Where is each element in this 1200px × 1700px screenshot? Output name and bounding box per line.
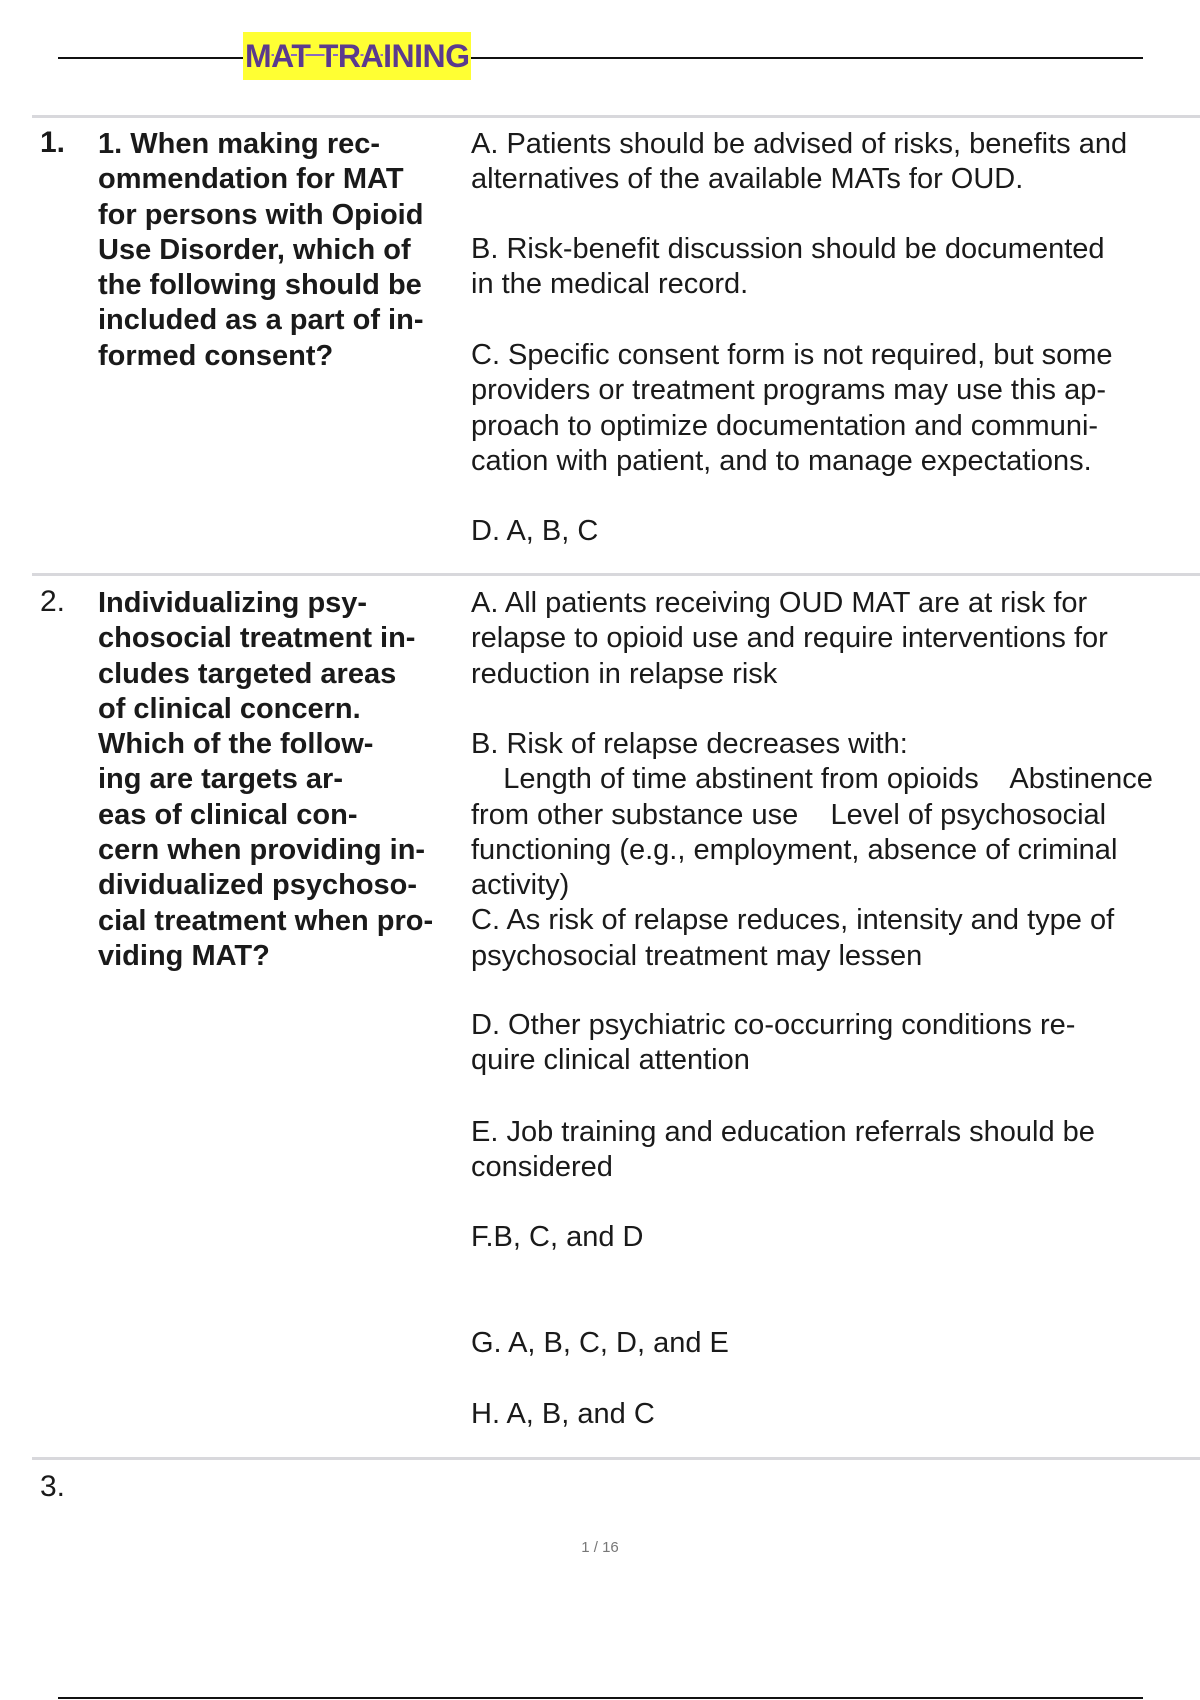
footer-rule [58,1697,1143,1699]
answer-option: F.B, C, and D [471,1221,644,1253]
question-text: 1. When making rec- ommendation for MAT for persons with Opioid Use Disorder, which of the following should be included as a part of in- formed consent? [98,128,424,372]
answer-option: D. A, B, C [471,515,599,547]
question-number: 1. [40,126,66,159]
answer-option: A. Patients should be advised of risks, benefits and alternatives of the available MATs for OUD. [471,128,1128,196]
answer-option: C. Specific consent form is not required, but some providers or treatment programs may use this ap- proach to optimize documentation and communi- cation with patient, and to manage expectations. [471,339,1113,477]
answer-list [471,127,1200,547]
row-divider [32,1457,1200,1460]
page-title: MAT TRAINING [243,32,471,80]
page-number: 1 / 16 [581,1539,619,1556]
answer-option: B. Risk-benefit discussion should be documented in the medical record. [471,233,1105,301]
answer-option: E. Job training and education referrals should be considered [471,1116,1095,1184]
answer-option: H. A, B, and C [471,1398,655,1430]
answer-option: G. A, B, C, D, and E [471,1327,729,1359]
answer-list [471,586,1200,1446]
question-number: 2. [40,585,66,618]
row-divider [32,573,1200,576]
question-text: Individualizing psy- chosocial treatment in- cludes targeted areas of clinical concern. Which of the follow- ing are targets ar- eas of clinical con- cern when providing in- dividualized psychoso- cial treatment when pro- viding MAT? [98,587,434,972]
answer-option: A. All patients receiving OUD MAT are at risk for relapse to opioid use and require interventions for reduction in relapse risk [471,587,1108,690]
answer-option: B. Risk of relapse decreases with: Length of time abstinent from opioids Abstinence from other substance use Level of psychosocial functioning (e.g., employment, absence of criminal activity) C. As risk of relapse reduces, intensity and type of psychosocial treatment may lessen [471,728,1153,972]
page-header [58,32,1143,80]
header-rule [58,57,1143,59]
answer-option: D. Other psychiatric co-occurring conditions re- quire clinical attention [471,1009,1076,1077]
row-divider [32,115,1200,118]
question-number: 3. [40,1470,66,1503]
